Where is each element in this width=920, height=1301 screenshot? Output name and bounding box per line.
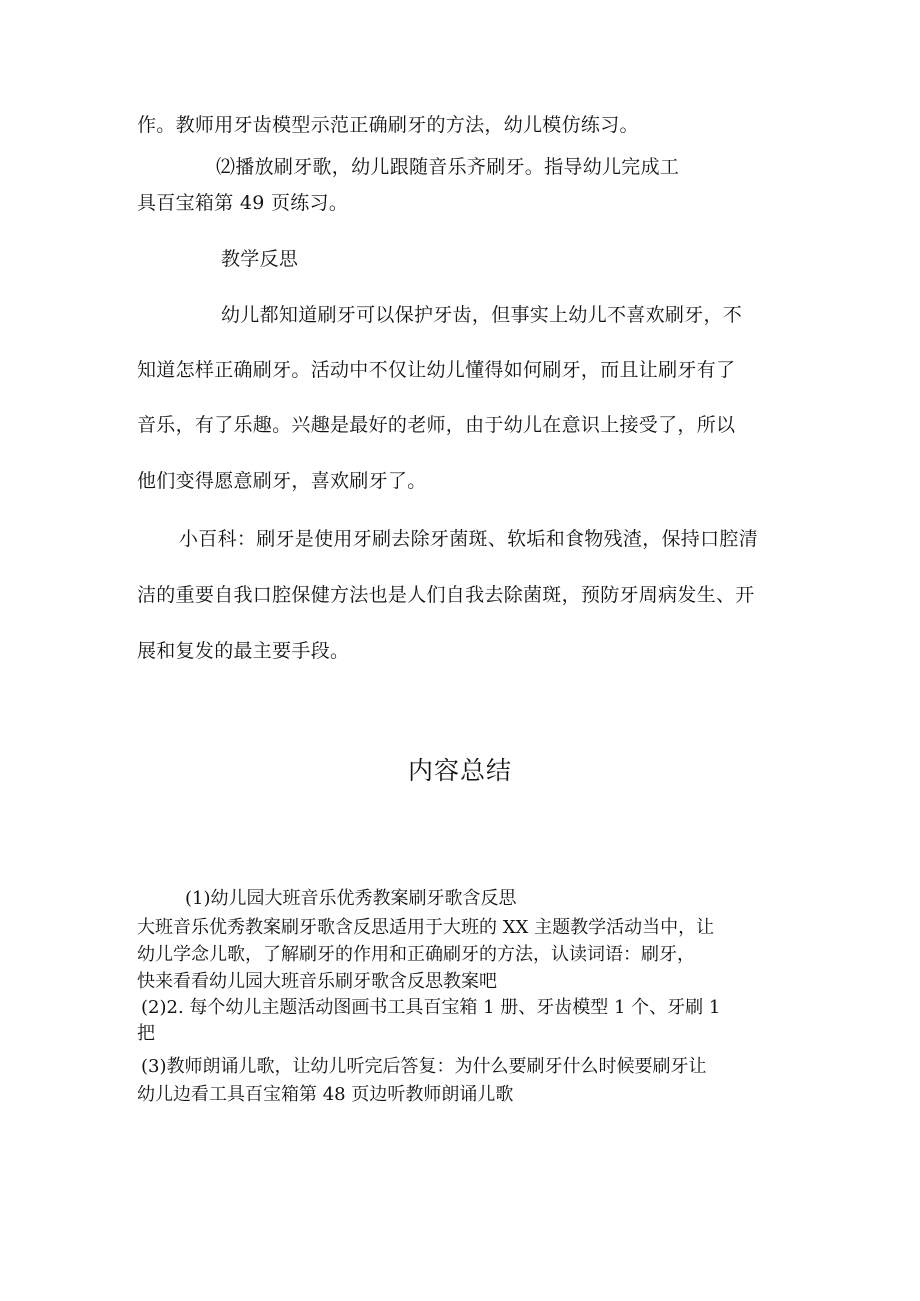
- summary-line-1: (1)幼儿园大班音乐优秀教案刷牙歌含反思: [185, 888, 517, 909]
- body-line-11: 展和复发的最主要手段。: [137, 640, 350, 662]
- body-line-3: 具百宝箱第 49 页练习。: [137, 192, 349, 214]
- body-line-2: ⑵播放刷牙歌，幼儿跟随音乐齐刷牙。指导幼儿完成工: [216, 156, 680, 178]
- summary-line-2: 大班音乐优秀教案刷牙歌含反思适用于大班的 XX 主题教学活动当中，让: [137, 917, 715, 938]
- body-line-7: 音乐，有了乐趣。兴趣是最好的老师，由于幼儿在意识上接受了，所以: [137, 414, 736, 436]
- summary-line-4: 快来看看幼儿园大班音乐刷牙歌含反思教案吧: [137, 971, 497, 992]
- body-line-8: 他们变得愿意刷牙，喜欢刷牙了。: [137, 470, 427, 492]
- body-line-6: 知道怎样正确刷牙。活动中不仅让幼儿懂得如何刷牙，而且让刷牙有了: [137, 359, 736, 381]
- summary-title: 内容总结: [407, 756, 512, 785]
- summary-line-3: 幼儿学念儿歌，了解刷牙的作用和正确刷牙的方法，认读词语：刷牙，: [137, 944, 695, 965]
- summary-line-5: (2)2. 每个幼儿主题活动图画书工具百宝箱 1 册、牙齿模型 1 个、牙刷 1: [141, 997, 721, 1018]
- body-line-10: 洁的重要自我口腔保健方法也是人们自我去除菌斑，预防牙周病发生、开: [137, 584, 755, 606]
- section-heading-reflection: 教学反思: [221, 248, 299, 270]
- body-line-9: 小百科：刷牙是使用牙刷去除牙菌斑、软垢和食物残渣，保持口腔清: [179, 528, 759, 550]
- body-line-1: 作。教师用牙齿模型示范正确刷牙的方法，幼儿模仿练习。: [137, 114, 639, 136]
- summary-line-8: 幼儿边看工具百宝箱第 48 页边听教师朗诵儿歌: [137, 1084, 514, 1105]
- summary-line-7: (3)教师朗诵儿歌，让幼儿听完后答复：为什么要刷牙什么时候要刷牙让: [141, 1056, 707, 1077]
- summary-line-6: 把: [137, 1023, 155, 1044]
- body-line-5: 幼儿都知道刷牙可以保护牙齿，但事实上幼儿不喜欢刷牙，不: [221, 304, 743, 326]
